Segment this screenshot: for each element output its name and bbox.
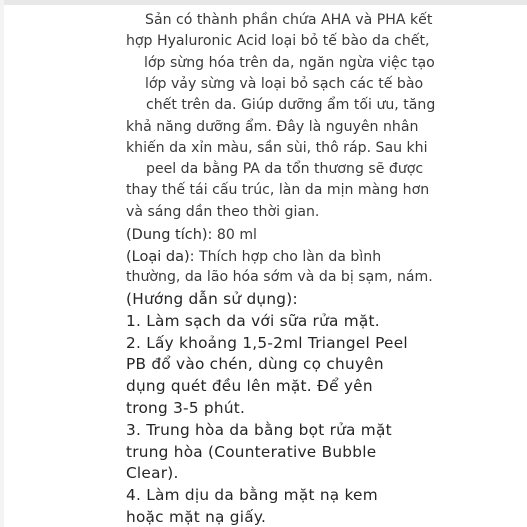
skin-type-row xyxy=(126,246,381,265)
description-line: Sản có thành phần chứa AHA và PHA kết xyxy=(145,12,433,28)
description-line: và sáng dần theo thời gian. xyxy=(126,204,320,220)
skin-type-value-cont: thường, da lão hóa sớm và da bị sạm, nám. xyxy=(126,269,433,285)
usage-line: Clear). xyxy=(126,464,179,482)
description-line: khả năng dưỡng ẩm. Đây là nguyên nhân xyxy=(126,119,419,135)
top-border xyxy=(0,0,527,5)
description-line: thay thế tái cấu trúc, làn da mịn màng hơn xyxy=(126,182,430,198)
left-border xyxy=(0,0,4,527)
skin-type-value: Thích hợp cho làn da bình xyxy=(194,249,382,265)
usage-line: PB đổ vào chén, dùng cọ chuyên xyxy=(126,355,384,373)
description-line: hợp Hyaluronic Acid loại bỏ tế bào da chết, xyxy=(126,33,430,49)
description-line: khiến da xỉn màu, sần sùi, thô ráp. Sau khi xyxy=(126,140,428,156)
usage-line: hoặc mặt nạ giấy. xyxy=(126,508,267,526)
usage-heading: (Hướng dẫn sử dụng): xyxy=(126,290,298,308)
usage-line: 1. Làm sạch da với sữa rửa mặt. xyxy=(126,312,380,330)
usage-line: 2. Lấy khoảng 1,5-2ml Triangel Peel xyxy=(126,334,408,352)
description-line: peel da bằng PA da tổn thương sẽ được xyxy=(146,161,424,177)
volume-row xyxy=(126,224,257,243)
usage-line: trung hòa (Counterative Bubble xyxy=(126,443,377,461)
usage-line: 4. Làm dịu da bằng mặt nạ kem xyxy=(126,486,378,504)
usage-line: trong 3-5 phút. xyxy=(126,399,246,417)
description-line: chết trên da. Giúp dưỡng ẩm tối ưu, tăng xyxy=(146,97,436,113)
description-line: lớp vảy sừng và loại bỏ sạch các tế bào xyxy=(145,76,424,92)
description-line: lớp sừng hóa trên da, ngăn ngừa việc tạo xyxy=(144,55,435,71)
volume-value: 80 ml xyxy=(212,227,257,243)
usage-line: dụng quét đều lên mặt. Để yên xyxy=(126,377,373,395)
usage-line: 3. Trung hòa da bằng bọt rửa mặt xyxy=(126,421,392,439)
volume-label: (Dung tích): xyxy=(126,227,213,243)
skin-type-label: (Loại da): xyxy=(126,249,195,265)
